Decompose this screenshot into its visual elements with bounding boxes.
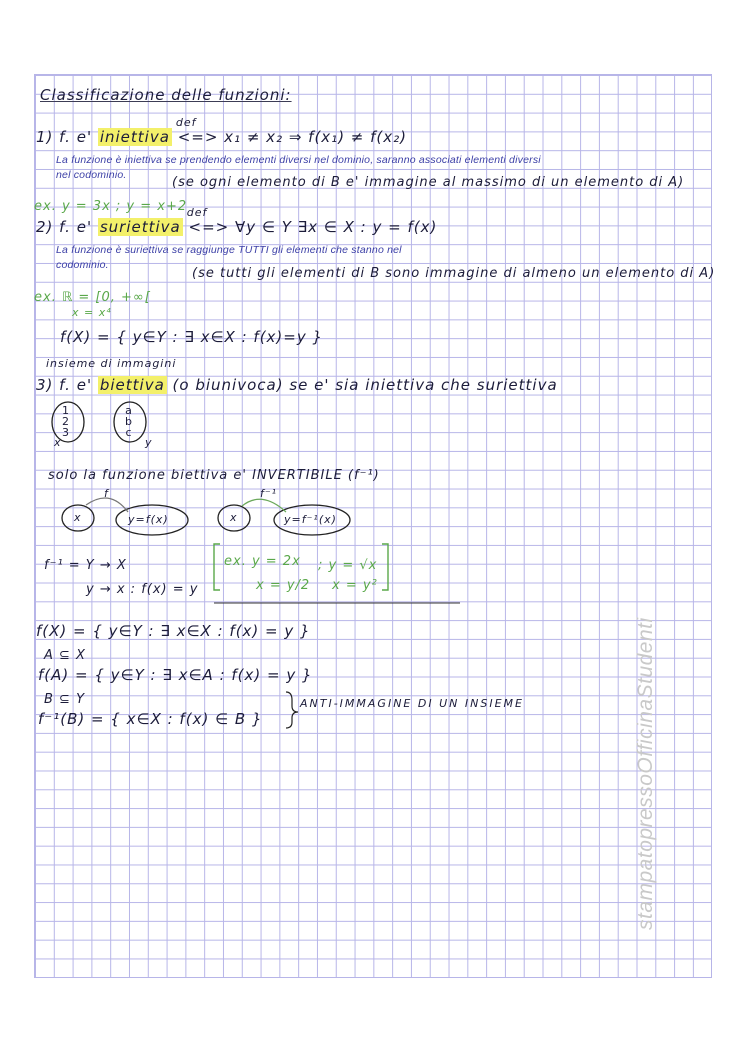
set-x-elements [62, 405, 69, 438]
ex-box-left-bracket [214, 544, 220, 590]
ex-box-line-3: ; y = √x [318, 558, 378, 573]
anti-image-brace [286, 692, 298, 728]
set-x-element: 3 [62, 426, 69, 439]
set-x-label: x [54, 436, 62, 449]
set-y-element: b [125, 415, 132, 428]
set-y-elements [125, 405, 132, 438]
sec1-heading-prefix: 1) f. e' [36, 128, 98, 146]
sec2-image-label: insieme di immagini [46, 357, 177, 370]
sec2-description-1: La funzione è suriettiva se raggiunge TUTTI gli elementi che stanno nel [56, 244, 402, 256]
image-set-line-4: B ⊆ Y [44, 692, 86, 707]
oval1-arrow [86, 498, 128, 512]
sec1-example: ex. y = 3x ; y = x+2 [34, 199, 188, 214]
ex-box-line-1: ex. y = 2x [224, 554, 301, 569]
set-x-element: 1 [62, 404, 69, 417]
arrow-finv-label: f⁻¹ [260, 487, 278, 500]
sec1-description-1: La funzione è iniettiva se prendendo elementi diversi nel dominio, saranno associati elementi diversi [56, 154, 541, 166]
sec1-heading-formula: <=> x₁ ≠ x₂ ⇒ f(x₁) ≠ f(x₂) [177, 128, 408, 146]
set-x-element: 2 [62, 415, 69, 428]
image-set-line-1: f(X) = { y∈Y : ∃ x∈X : f(x) = y } [36, 622, 311, 640]
sec2-def-label: def [186, 206, 208, 219]
sec1-def-label: def [175, 116, 197, 129]
sec3-heading-prefix: 3) f. e' [36, 376, 98, 394]
oval1-left-label: x [74, 511, 82, 524]
sec1-description-2: nel codominio. [56, 169, 127, 181]
set-y-element: c [125, 426, 132, 439]
page-title: Classificazione delle funzioni: [40, 86, 292, 104]
oval2-arrow [242, 499, 286, 512]
inverse-line-2: y → x : f(x) = y [86, 582, 199, 597]
image-set-line-2: A ⊆ X [44, 648, 86, 663]
image-set-line-3: f(A) = { y∈Y : ∃ x∈A : f(x) = y } [38, 666, 313, 684]
ex-box-line-4: x = y² [332, 578, 378, 593]
sec2-note: (se tutti gli elementi di B sono immagine di almeno un elemento di A) [192, 266, 716, 281]
sec1-note: (se ogni elemento di B e' immagine al massimo di un elemento di A) [172, 175, 685, 190]
set-y-label: y [145, 436, 153, 449]
inverse-line-1: f⁻¹ = Y → X [44, 558, 127, 573]
ex-box-right-bracket [382, 544, 388, 590]
set-y-element: a [125, 404, 132, 417]
oval2-left-label: x [230, 511, 238, 524]
arrow-f-label: f [104, 487, 109, 500]
anti-image-label: ANTI-IMMAGINE DI UN INSIEME [300, 697, 524, 710]
sec2-description-2: codominio. [56, 259, 109, 271]
sec3-heading-rest: (o biunivoca) se e' sia iniettiva che suriettiva [166, 376, 558, 394]
watermark-text: stampatopressoOfficinaStudenti [634, 617, 657, 930]
image-set-line-5: f⁻¹(B) = { x∈X : f(x) ∈ B } [38, 710, 263, 728]
sec2-image-definition: f(X) = { y∈Y : ∃ x∈X : f(x)=y } [60, 328, 324, 346]
sec2-example: ex. ℝ = [0, +∞[ [34, 290, 151, 305]
sec1-highlight-word: iniettiva [99, 128, 170, 146]
oval2-right-label: y=f⁻¹(x) [284, 513, 337, 526]
invertible-statement: solo la funzione biettiva e' INVERTIBILE (f⁻¹) [48, 468, 380, 483]
oval1-right-label: y=f(x) [128, 513, 169, 526]
sec2-highlight-word: suriettiva [99, 218, 181, 236]
sec2-heading-prefix: 2) f. e' [36, 218, 98, 236]
sec2-example-2: x = x⁴ [72, 306, 112, 319]
sec2-heading-formula: <=> ∀y ∈ Y ∃x ∈ X : y = f(x) [188, 218, 438, 236]
sec3-highlight-word: biettiva [99, 376, 165, 394]
ex-box-line-2: x = y/2 [256, 578, 311, 593]
